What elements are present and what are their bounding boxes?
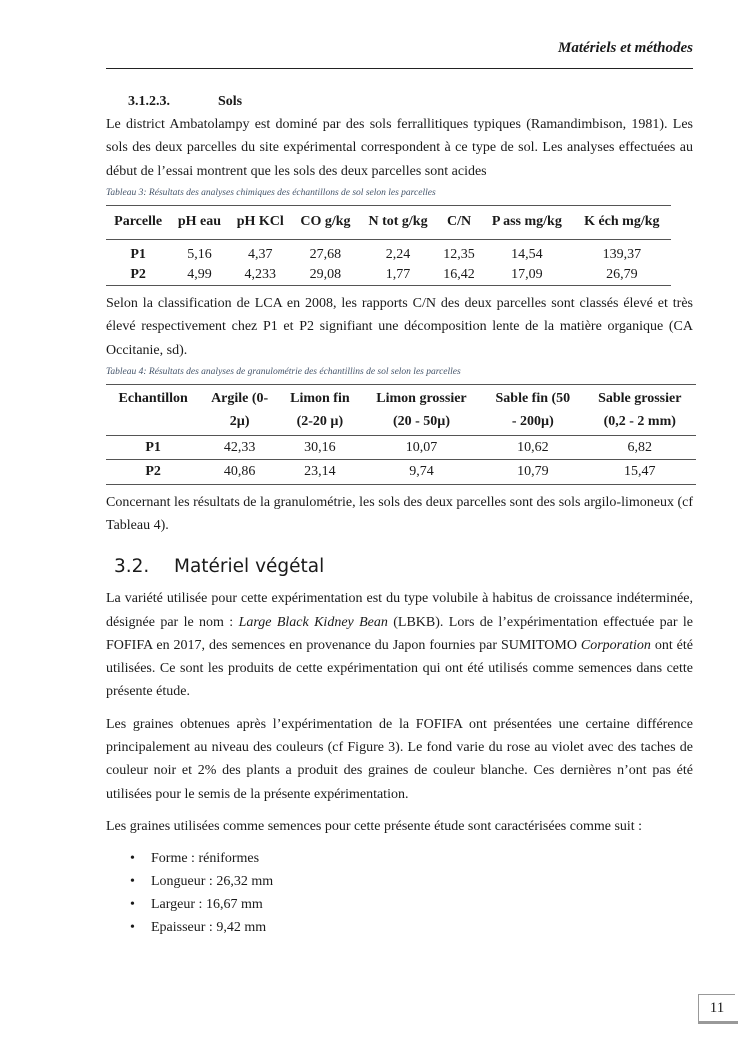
- table-cell: 14,54: [511, 247, 543, 263]
- intro-paragraph: Le district Ambatolampy est dominé par des sols ferrallitiques typiques (Ramandimbison, 1981). Les sols des deux parcelles du site expérimental correspondent à ce type de sol. Les analyses effectuées au début de l’essai montrent que les sols des deux parcelles sont acides: [106, 117, 693, 179]
- page-number: 11: [698, 994, 735, 1021]
- table3-caption: Tableau 3: Résultats des analyses chimiques des échantillons de sol selon les parcelles: [106, 187, 436, 198]
- text-run: (LBKB). Lors de l’expérimentation effectuée par le FOFIFA en 2017, des semences en provenance du Japon fournies par SUMITOMO: [106, 614, 693, 653]
- characteristics-list: [106, 847, 693, 939]
- table-cell: 40,86: [200, 460, 279, 484]
- table-cell: 42,33: [200, 436, 279, 460]
- table-header-cell: [583, 385, 696, 436]
- table-cell: 26,79: [573, 265, 671, 286]
- table-cell: 1,77: [359, 265, 437, 286]
- table-cell: 27,68: [309, 247, 342, 263]
- table-header-cell: [361, 385, 482, 436]
- table-header-row: [106, 205, 671, 239]
- list-item: • Largeur : 16,67 mm: [151, 893, 693, 916]
- page-content: [106, 90, 693, 939]
- header-line: Sable fin (50: [495, 391, 571, 407]
- table-header-cell: K éch mg/kg: [573, 205, 671, 239]
- table-cell: 12,35: [443, 247, 475, 263]
- section-heading: [114, 553, 693, 581]
- header-line: 2µ): [229, 414, 250, 430]
- header-line: Limon grossier: [376, 391, 467, 407]
- section-title: Matériel végétal: [174, 556, 325, 578]
- table-row: [106, 460, 696, 484]
- table-cell: 6,82: [583, 436, 696, 460]
- table-row: [106, 240, 671, 266]
- characteristics-intro: Les graines utilisées comme semences pour cette présente étude sont caractérisées comme suit :: [106, 818, 643, 834]
- table-header-cell: C/N: [437, 205, 481, 239]
- text-run: La variété utilisée pour cette expérimentation est du type volubile à habitus de croissance indéterminée, désignée par le nom :: [106, 591, 693, 630]
- table-cell: P2: [106, 460, 200, 484]
- running-header: Matériels et méthodes: [558, 40, 693, 56]
- header-line: Limon fin: [290, 391, 350, 407]
- table-cell: 30,16: [279, 436, 361, 460]
- variety-paragraph: [106, 587, 693, 703]
- header-line: (0,2 - 2 mm): [603, 414, 676, 430]
- granulometry-paragraph: Concernant les résultats de la granulométrie, les sols des deux parcelles sont des sols argilo-limoneux (cf Tableau 4).: [106, 494, 693, 533]
- table-cell: 4,37: [248, 247, 273, 263]
- table-cell: 29,08: [292, 265, 359, 286]
- subsection-title: Sols: [218, 94, 243, 109]
- header-line: Echantillon: [118, 391, 188, 407]
- soil-chemistry-table: [106, 205, 671, 286]
- table-header-cell: pH eau: [170, 205, 228, 239]
- table-header-cell: [106, 385, 200, 436]
- table-cell: 139,37: [602, 247, 642, 263]
- table4-caption: Tableau 4: Résultats des analyses de granulométrie des échantillins de sol selon les parcelles: [106, 367, 461, 378]
- table-header-cell: [279, 385, 361, 436]
- header-line: (20 - 50µ): [392, 414, 450, 430]
- granulometry-table: [106, 384, 696, 485]
- table-cell: P1: [106, 436, 200, 460]
- header-rule: [106, 68, 693, 69]
- list-item: • Epaisseur : 9,42 mm: [151, 916, 693, 939]
- section-number: 3.2.: [114, 556, 150, 578]
- table-cell: 16,42: [437, 265, 481, 286]
- table-cell: 10,62: [482, 436, 583, 460]
- page-number-bar: [698, 1021, 738, 1024]
- list-item: • Forme : réniformes: [151, 847, 693, 870]
- header-line: Argile (0-: [211, 391, 269, 407]
- table-cell: 17,09: [481, 265, 573, 286]
- table-cell: 4,99: [170, 265, 228, 286]
- corporation-text: Corporation: [580, 637, 651, 653]
- table-cell: 10,79: [482, 460, 583, 484]
- table-row: [106, 436, 696, 460]
- table-cell: 2,24: [385, 247, 411, 263]
- table-row: [106, 265, 671, 286]
- subsection-number: 3.1.2.3.: [128, 94, 170, 109]
- text-run: ont été utilisées. Ce sont les produits de cette expérimentation qui ont été utilisés comme semences dans cette présente étude.: [106, 637, 693, 700]
- header-line: Sable grossier: [598, 391, 682, 407]
- table-cell: 5,16: [187, 247, 212, 263]
- list-item: • Longueur : 26,32 mm: [151, 870, 693, 893]
- header-line: (2-20 µ): [296, 414, 344, 430]
- table-header-cell: P ass mg/kg: [481, 205, 573, 239]
- table-cell: 23,14: [279, 460, 361, 484]
- seeds-paragraph: Les graines obtenues après l’expérimentation de la FOFIFA ont présentées une certaine différence principalement au niveau des couleurs (cf Figure 3). Le fond varie du rose au violet avec des taches de couleur noir et 2% des plants a produit des graines de couleur blanche. Ces dernières n’ont pas été utilisées pour le semis de la présente expérimentation.: [106, 716, 693, 802]
- table-cell: 4,233: [229, 265, 292, 286]
- header-line: - 200µ): [511, 414, 554, 430]
- table-header-cell: [482, 385, 583, 436]
- table-header-cell: [200, 385, 279, 436]
- subsection-heading: [128, 90, 693, 113]
- variety-name: Large Black Kidney Bean: [238, 614, 388, 630]
- table-cell: 9,74: [361, 460, 482, 484]
- table-cell: 15,47: [583, 460, 696, 484]
- table-cell: P2: [106, 265, 170, 286]
- table-header-cell: N tot g/kg: [359, 205, 437, 239]
- cn-paragraph: Selon la classification de LCA en 2008, les rapports C/N des deux parcelles sont classés élevé et très élevé respectivement chez P1 et P2 signifiant une décomposition lente de la matière organique (CA Occitanie, sd).: [106, 296, 693, 358]
- table-header-cell: pH KCl: [229, 205, 292, 239]
- table-header-cell: Parcelle: [106, 205, 170, 239]
- table-cell: P1: [130, 247, 146, 263]
- table-cell: 10,07: [361, 436, 482, 460]
- table-header-row: [106, 385, 696, 436]
- table-header-cell: CO g/kg: [292, 205, 359, 239]
